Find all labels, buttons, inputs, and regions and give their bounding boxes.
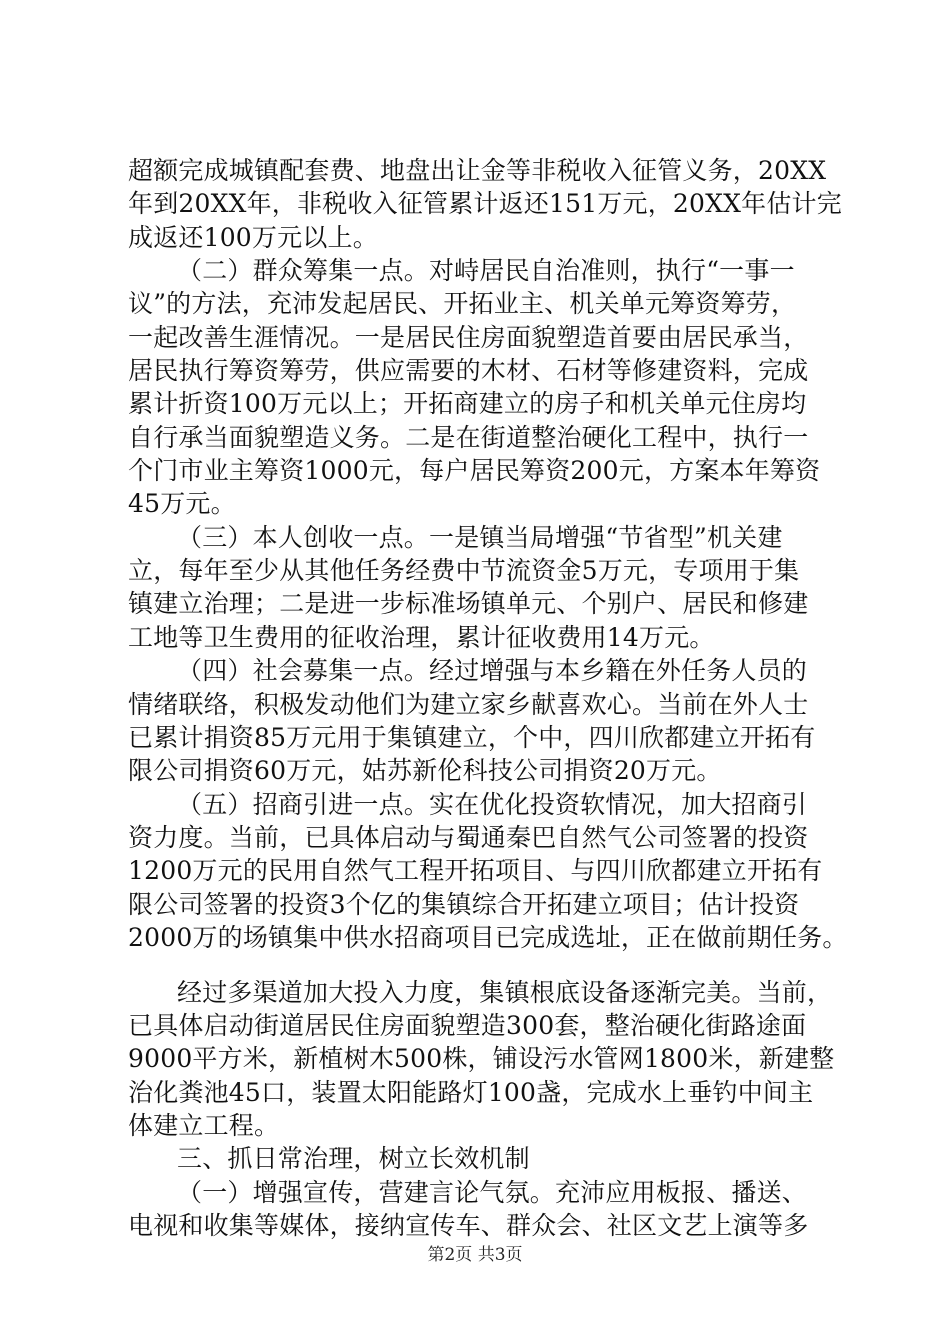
body-line: 个门市业主筹资1000元，每户居民筹资200元，方案本年筹资	[128, 456, 821, 485]
body-line: 治化粪池45口，装置太阳能路灯100盏，完成水上垂钓中间主	[128, 1078, 814, 1107]
body-line: 立，每年至少从其他任务经费中节流资金5万元，专项用于集	[128, 556, 800, 585]
body-line: 9000平方米，新植树木500株，铺设污水管网1800米，新建整	[128, 1044, 835, 1073]
body-line: 自行承当面貌塑造义务。二是在街道整治硬化工程中，执行一	[128, 423, 809, 452]
body-line: 2000万的场镇集中供水招商项目已完成选址，正在做前期任务。	[128, 923, 848, 952]
body-line: 45万元。	[128, 489, 236, 518]
body-line: 累计折资100万元以上；开拓商建立的房子和机关单元住房均	[128, 389, 807, 418]
body-line: 限公司签署的投资3个亿的集镇综合开拓建立项目；估计投资	[128, 890, 800, 919]
body-line: （四）社会募集一点。经过增强与本乡籍在外任务人员的	[177, 656, 808, 685]
body-line: 镇建立治理；二是进一步标准场镇单元、个别户、居民和修建	[128, 589, 809, 618]
body-line: （三）本人创收一点。一是镇当局增强“节省型”机关建	[177, 523, 783, 552]
body-line: 居民执行筹资筹劳，供应需要的木材、石材等修建资料，完成	[128, 356, 809, 385]
body-line: 年到20XX年，非税收入征管累计返还151万元，20XX年估计完	[128, 189, 842, 218]
body-line: 工地等卫生费用的征收治理，累计征收费用14万元。	[128, 623, 715, 652]
body-line: 成返还100万元以上。	[128, 223, 378, 252]
body-line: 一起改善生涯情况。一是居民住房面貌塑造首要由居民承当，	[128, 323, 809, 352]
section-heading: 三、抓日常治理，树立长效机制	[177, 1144, 530, 1173]
page-footer: 第2页 共3页	[427, 1245, 523, 1265]
body-line: 经过多渠道加大投入力度，集镇根底设备逐渐完美。当前，	[177, 978, 833, 1007]
body-line: 议”的方法，充沛发起居民、开拓业主、机关单元筹资筹劳，	[128, 289, 797, 318]
body-line: 限公司捐资60万元，姑苏新伦科技公司捐资20万元。	[128, 756, 722, 785]
body-line: 已累计捐资85万元用于集镇建立，个中，四川欣都建立开拓有	[128, 723, 816, 752]
body-line: 情绪联络，积极发动他们为建立家乡献喜欢心。当前在外人士	[128, 690, 809, 719]
body-line: （五）招商引进一点。实在优化投资软情况，加大招商引	[177, 790, 808, 819]
body-line: 电视和收集等媒体，接纳宣传车、群众会、社区文艺上演等多	[128, 1211, 809, 1240]
body-line: （二）群众筹集一点。对峙居民自治准则，执行“一事一	[177, 256, 795, 285]
body-line: （一）增强宣传，营建言论气氛。充沛应用板报、播送、	[177, 1178, 808, 1207]
body-line: 已具体启动街道居民住房面貌塑造300套，整治硬化街路途面	[128, 1011, 807, 1040]
body-line: 超额完成城镇配套费、地盘出让金等非税收入征管义务，20XX	[128, 156, 827, 185]
body-line: 1200万元的民用自然气工程开拓项目、与四川欣都建立开拓有	[128, 856, 823, 885]
body-line: 资力度。当前，已具体启动与蜀通秦巴自然气公司签署的投资	[128, 823, 809, 852]
body-line: 体建立工程。	[128, 1111, 280, 1140]
